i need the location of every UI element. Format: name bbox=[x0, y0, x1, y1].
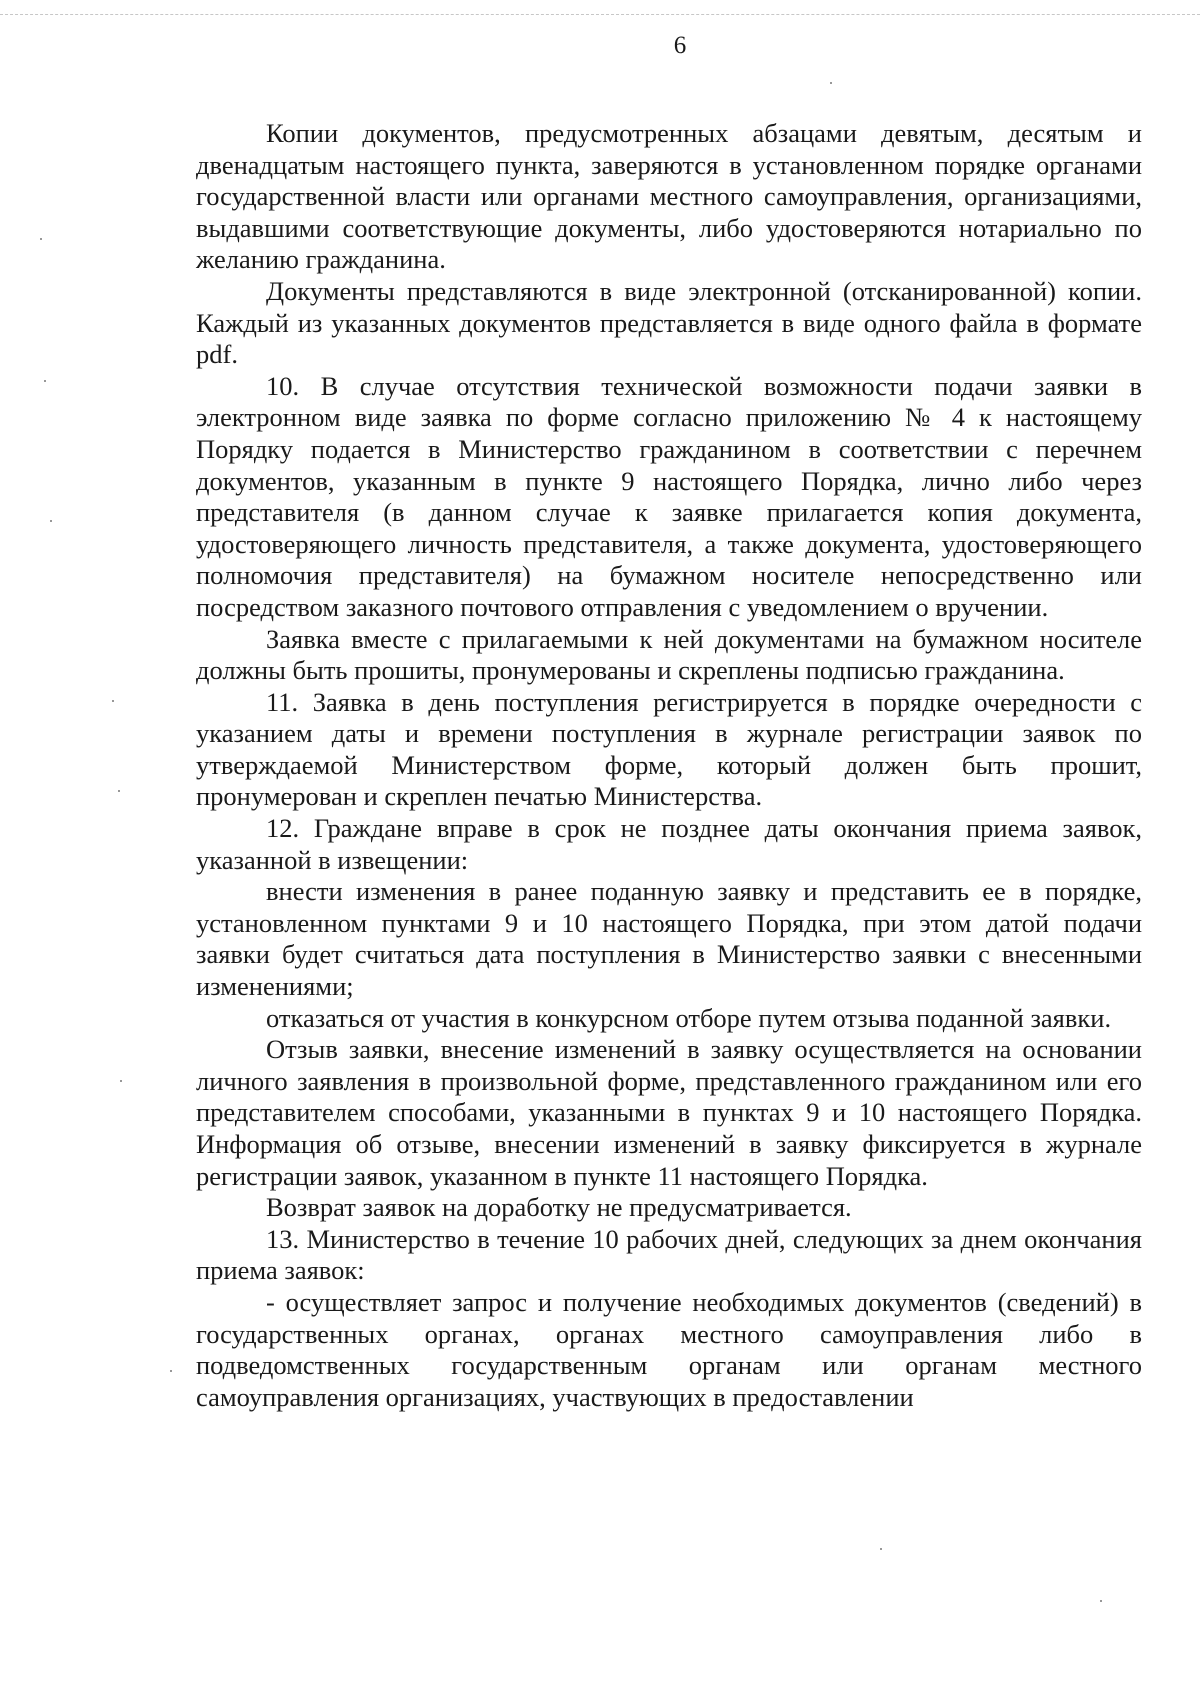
paragraph-binding-requirements: Заявка вместе с прилагаемыми к ней документами на бумажном носителе должны быть прошиты, пронумерованы и скреплены подписью гражданина. bbox=[196, 623, 1142, 686]
paragraph-item-12: 12. Граждане вправе в срок не позднее даты окончания приема заявок, указанной в извещении: bbox=[196, 813, 1142, 875]
scan-speck bbox=[830, 82, 832, 84]
paragraph-electronic-copies: Документы представляются в виде электронной (отсканированной) копии. Каждый из указанных документов представляется в виде одного файла в формате pdf. bbox=[196, 275, 1142, 370]
paragraph-withdrawal-procedure: Отзыв заявки, внесение изменений в заявку осуществляется на основании личного заявления в произвольной форме, представленного гражданином или его представителем способами, указанными в пунктах 9 и 10 настоящего Порядка. Информация об отзыве, внесении изменений в заявку фиксируется в журнале регистрации заявок, указанном в пункте 11 настоящего Порядка. bbox=[196, 1034, 1142, 1191]
scan-speck bbox=[880, 1548, 882, 1550]
paragraph-request-documents: - осуществляет запрос и получение необходимых документов (сведений) в государственных органах, органах местного самоуправления либо в подведомственных государственным органам или органам местного самоуправления организациях, участвующих в предоставлении bbox=[196, 1286, 1142, 1412]
document-body bbox=[196, 118, 1142, 1413]
scan-speck bbox=[40, 238, 42, 240]
page-number: 6 bbox=[673, 32, 687, 59]
scan-speck bbox=[1100, 1600, 1102, 1602]
paragraph-item-11: 11. Заявка в день поступления регистрируется в порядке очередности с указанием даты и времени поступления в журнале регистрации заявок по утверждаемой Министерством форме, который должен быть прошит, пронумерован и скреплен печатью Министерства. bbox=[196, 686, 1142, 812]
scan-speck bbox=[120, 1080, 122, 1082]
scan-speck bbox=[112, 700, 114, 702]
scan-speck bbox=[170, 1370, 172, 1372]
paragraph-amend-application: внести изменения в ранее поданную заявку и представить ее в порядке, установленном пунктами 9 и 10 настоящего Порядка, при этом датой подачи заявки будет считаться дата поступления в Министерство заявки с внесенными изменениями; bbox=[196, 876, 1142, 1002]
scan-speck bbox=[50, 520, 52, 522]
scan-speck bbox=[118, 790, 120, 792]
scan-top-edge bbox=[0, 14, 1200, 19]
paragraph-item-10: 10. В случае отсутствия технической возможности подачи заявки в электронном виде заявка по форме согласно приложению № 4 к настоящему Порядку подается в Министерство гражданином в соответствии с перечнем документов, указанным в пункте 9 настоящего Порядка, лично либо через представителя (в данном случае к заявке прилагается копия документа, удостоверяющего личность представителя, а также документа, удостоверяющего полномочия представителя) на бумажном носителе непосредственно или посредством заказного почтового отправления с уведомлением о вручении. bbox=[196, 370, 1142, 622]
paragraph-copies-certification: Копии документов, предусмотренных абзацами девятым, десятым и двенадцатым настоящего пункта, заверяются в установленном порядке органами государственной власти или органами местного самоуправления, организациями, выдавшими соответствующие документы, либо удостоверяются нотариально по желанию гражданина. bbox=[196, 118, 1142, 275]
paragraph-withdraw-application: отказаться от участия в конкурсном отборе путем отзыва поданной заявки. bbox=[266, 1002, 1112, 1033]
paragraph-item-13: 13. Министерство в течение 10 рабочих дней, следующих за днем окончания приема заявок: bbox=[196, 1223, 1142, 1286]
scan-speck bbox=[44, 380, 46, 382]
paragraph-no-return: Возврат заявок на доработку не предусматривается. bbox=[266, 1192, 852, 1223]
